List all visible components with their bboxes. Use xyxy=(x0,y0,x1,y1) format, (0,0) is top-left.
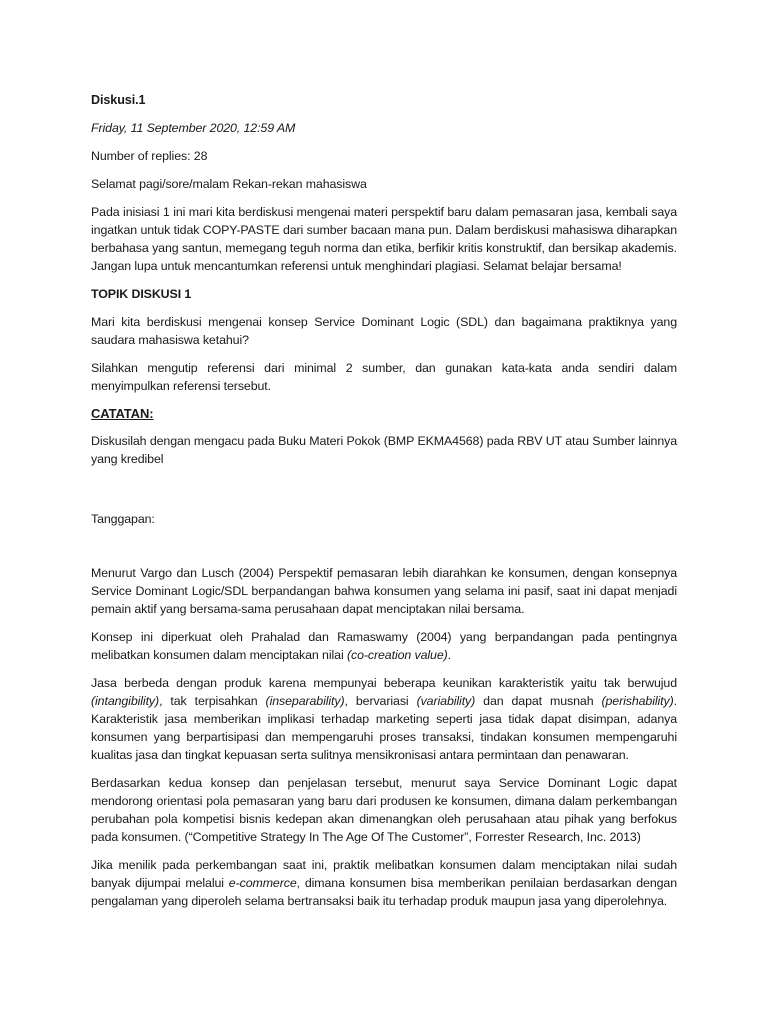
topic-question: Mari kita berdiskusi mengenai konsep Service Dominant Logic (SDL) dan bagaimana praktiknya yang saudara mahasiswa ketahui? xyxy=(91,315,677,347)
catatan-heading: CATATAN: xyxy=(91,406,154,421)
response-paragraph-2: Konsep ini diperkuat oleh Prahalad dan Ramaswamy (2004) yang berpandangan pada pentingnya melibatkan konsumen dalam menciptakan nilai (co-creation value). xyxy=(91,630,677,662)
response-paragraph-1: Menurut Vargo dan Lusch (2004) Perspektif pemasaran lebih diarahkan ke konsumen, dengan konsepnya Service Dominant Logic/SDL berpandangan bahwa konsumen yang selama ini pasif, saat ini dapat menjadi pemain aktif yang bersama-sama perusahaan dapat menciptakan nilai bersama. xyxy=(91,566,677,616)
italic-term: (variability) xyxy=(416,694,476,708)
italic-term: (intangibility) xyxy=(91,694,160,708)
discussion-title: Diskusi.1 xyxy=(91,93,146,107)
topic-instruction: Silahkan mengutip referensi dari minimal 2 sumber, dan gunakan kata-kata anda sendiri dalam menyimpulkan referensi tersebut. xyxy=(91,361,677,393)
document-page xyxy=(91,91,677,920)
response-paragraph-3: Jasa berbeda dengan produk karena mempunyai beberapa keunikan karakteristik yaitu tak berwujud (intangibility), tak terpisahkan (inseparability), bervariasi (variability) dan dapat musnah (perishability). Karakteristik jasa memberikan implikasi terhadap marketing seperti jasa tidak dapat disimpan, adanya konsumen yang berpartisipasi dan mempengaruhi proses transaksi, tindakan konsumen mempengaruhi kualitas jasa dan tingkat kepuasan serta sulitnya mensikronisasi antara permintaan dan penawaran. xyxy=(91,676,677,762)
italic-term: (co-creation value) xyxy=(346,648,448,662)
intro-paragraph: Pada inisiasi 1 ini mari kita berdiskusi mengenai materi perspektif baru dalam pemasaran jasa, kembali saya ingatkan untuk tidak COPY-PASTE dari sumber bacaan mana pun. Dalam berdiskusi mahasiswa diharapkan berbahasa yang santun, memegang teguh norma dan etika, berfikir kritis konstruktif, dan bersikap akademis. Jangan lupa untuk mencantumkan referensi untuk menghindari plagiasi. Selamat belajar bersama! xyxy=(91,205,677,273)
italic-term: e-commerce xyxy=(228,876,297,890)
greeting-text: Selamat pagi/sore/malam Rekan-rekan mahasiswa xyxy=(91,177,367,191)
italic-term: (inseparability) xyxy=(265,694,345,708)
post-date: Friday, 11 September 2020, 12:59 AM xyxy=(91,121,296,135)
reply-count: Number of replies: 28 xyxy=(91,149,208,163)
catatan-text: Diskusilah dengan mengacu pada Buku Materi Pokok (BMP EKMA4568) pada RBV UT atau Sumber lainnya yang kredibel xyxy=(91,434,677,466)
response-paragraph-4: Berdasarkan kedua konsep dan penjelasan tersebut, menurut saya Service Dominant Logic dapat mendorong orientasi pola pemasaran yang baru dari produsen ke konsumen, dimana dalam perkembangan perubahan pola kompetisi bisnis kedepan akan dimenangkan oleh perusahaan atau pihak yang berfokus pada konsumen. (“Competitive Strategy In The Age Of The Customer”, Forrester Research, Inc. 2013) xyxy=(91,776,677,844)
tanggapan-label: Tanggapan: xyxy=(91,512,155,526)
response-paragraph-5: Jika menilik pada perkembangan saat ini, praktik melibatkan konsumen dalam menciptakan nilai sudah banyak dijumpai melalui e-commerce, dimana konsumen bisa memberikan penilaian berdasarkan dengan pengalaman yang diperoleh selama bertransaksi baik itu terhadap produk maupun jasa yang diperolehnya. xyxy=(91,858,678,908)
italic-term: (perishability) xyxy=(601,694,674,708)
topic-heading: TOPIK DISKUSI 1 xyxy=(91,287,192,301)
